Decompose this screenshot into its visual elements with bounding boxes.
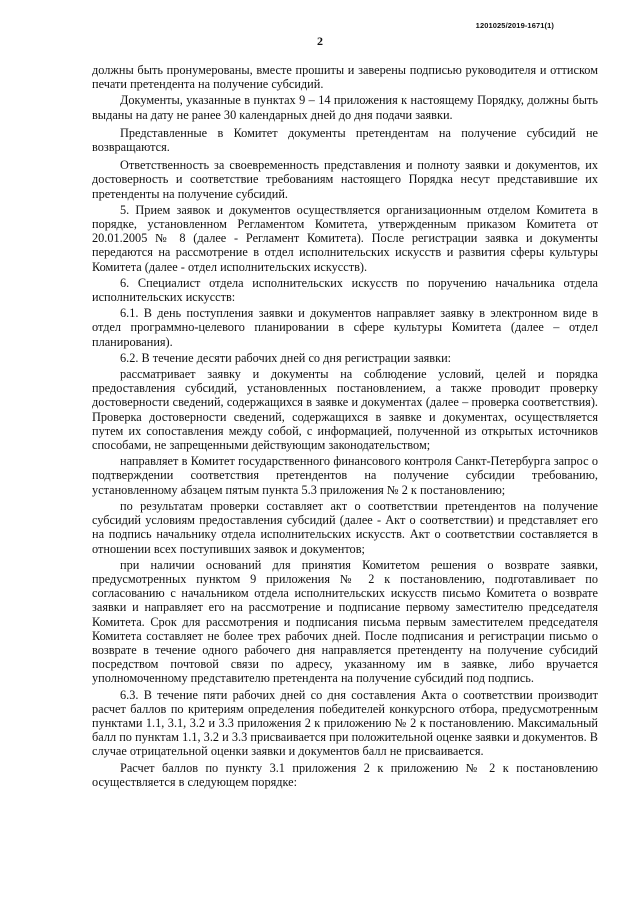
paragraph-documents-validity: Документы, указанные в пунктах 9 – 14 приложения к настоящему Порядку, должны быть выданы на дату не ранее 30 календарных дней до дня подачи заявки.	[92, 93, 598, 122]
paragraph-application-return: при наличии оснований для принятия Комитетом решения о возврате заявки, предусмотренных пунктом 9 приложения № 2 к постановлению, подготавливает по согласованию с начальником отдела исполнительских искусств письмо Комитета о возврате заявки и направляет его на рассмотрение и подписание первому заместителю председателя Комитета. Срок для рассмотрения и подписания письма первым заместителем председателя Комитета составляет не более трех рабочих дней. После подписания и регистрации письмо о возврате в течение одного рабочего дня направляется претенденту на получение субсидий посредством почтовой связи по адресу, указанному им в заявке, либо вручается уполномоченному представителю претендента на получение субсидий под подпись.	[92, 557, 598, 686]
paragraph-item-6-3: 6.3. В течение пяти рабочих дней со дня составления Акта о соответствии производит расчет баллов по критериям определения победителей конкурсного отбора, предусмотренным пунктами 1.1, 3.1, 3.2 и 3.3 приложения 2 к приложению № 2 к постановлению. Максимальный балл по пунктам 1.1, 3.2 и 3.3 присваивается при положительной оценке заявки и документов. В случае отрицательной оценки заявки и документов балл не присваивается.	[92, 687, 598, 759]
page-number: 2	[317, 34, 323, 48]
paragraph-review-application: рассматривает заявку и документы на соблюдение условий, целей и порядка предоставления субсидий, установленных постановлением, а также проводит проверку достоверности сведений, содержащихся в заявке и документах (далее – проверка соответствия). Проверка достоверности сведений, содержащихся в заявке и документах, осуществляется путем их сопоставления между собой, с информацией, полученной из открытых источников способами, не запрещенными действующим законодательством;	[92, 367, 598, 453]
paragraph-item-6-2: 6.2. В течение десяти рабочих дней со дня регистрации заявки:	[120, 350, 452, 365]
paragraph-send-request: направляет в Комитет государственного финансового контроля Санкт-Петербурга запрос о подтверждении соответствия претендентов на получение субсидии требованию, установленному абзацем пятым пункта 5.3 приложения № 2 к постановлению;	[92, 454, 598, 497]
paragraph-compliance-act: по результатам проверки составляет акт о соответствии претендентов на получение субсидий условиям предоставления субсидий (далее - Акт о соответствии) и представляет его на подпись начальнику отдела исполнительских искусств. Акт о соответствии составляется в отношении всех поступивших заявок и документов;	[92, 498, 598, 556]
paragraph-item-5: 5. Прием заявок и документов осуществляется организационным отделом Комитета в порядке, установленном Регламентом Комитета, утвержденным приказом Комитета от 20.01.2005 № 8 (далее - Регламент Комитета). После регистрации заявка и документы передаются на рассмотрение в отдел исполнительских искусств и развития сферы культуры Комитета (далее - отдел исполнительских искусств).	[92, 202, 598, 274]
document-body	[92, 63, 598, 791]
paragraph-documents-not-returned: Представленные в Комитет документы претендентам на получение субсидий не возвращаются.	[92, 125, 598, 155]
paragraph-continuation: должны быть пронумерованы, вместе прошиты и заверены подписью руководителя и оттиском печати претендента на получение субсидий.	[92, 63, 598, 92]
paragraph-item-6: 6. Специалист отдела исполнительских искусств по поручению начальника отдела исполнительских искусств:	[92, 275, 598, 305]
paragraph-responsibility: Ответственность за своевременность представления и полноту заявки и документов, их достоверность и соответствие требованиям настоящего Порядка несут представившие их претенденты на получение субсидий.	[92, 158, 598, 201]
paragraph-item-6-1: 6.1. В день поступления заявки и документов направляет заявку в электронном виде в отдел программно-целевого планировании в сфере культуры Комитета (далее – отдел планирования).	[92, 306, 598, 349]
paragraph-score-calculation: Расчет баллов по пункту 3.1 приложения 2 к приложению № 2 к постановлению осуществляется в следующем порядке:	[92, 760, 598, 789]
document-registration-number: 1201025/2019-1671(1)	[475, 21, 554, 30]
